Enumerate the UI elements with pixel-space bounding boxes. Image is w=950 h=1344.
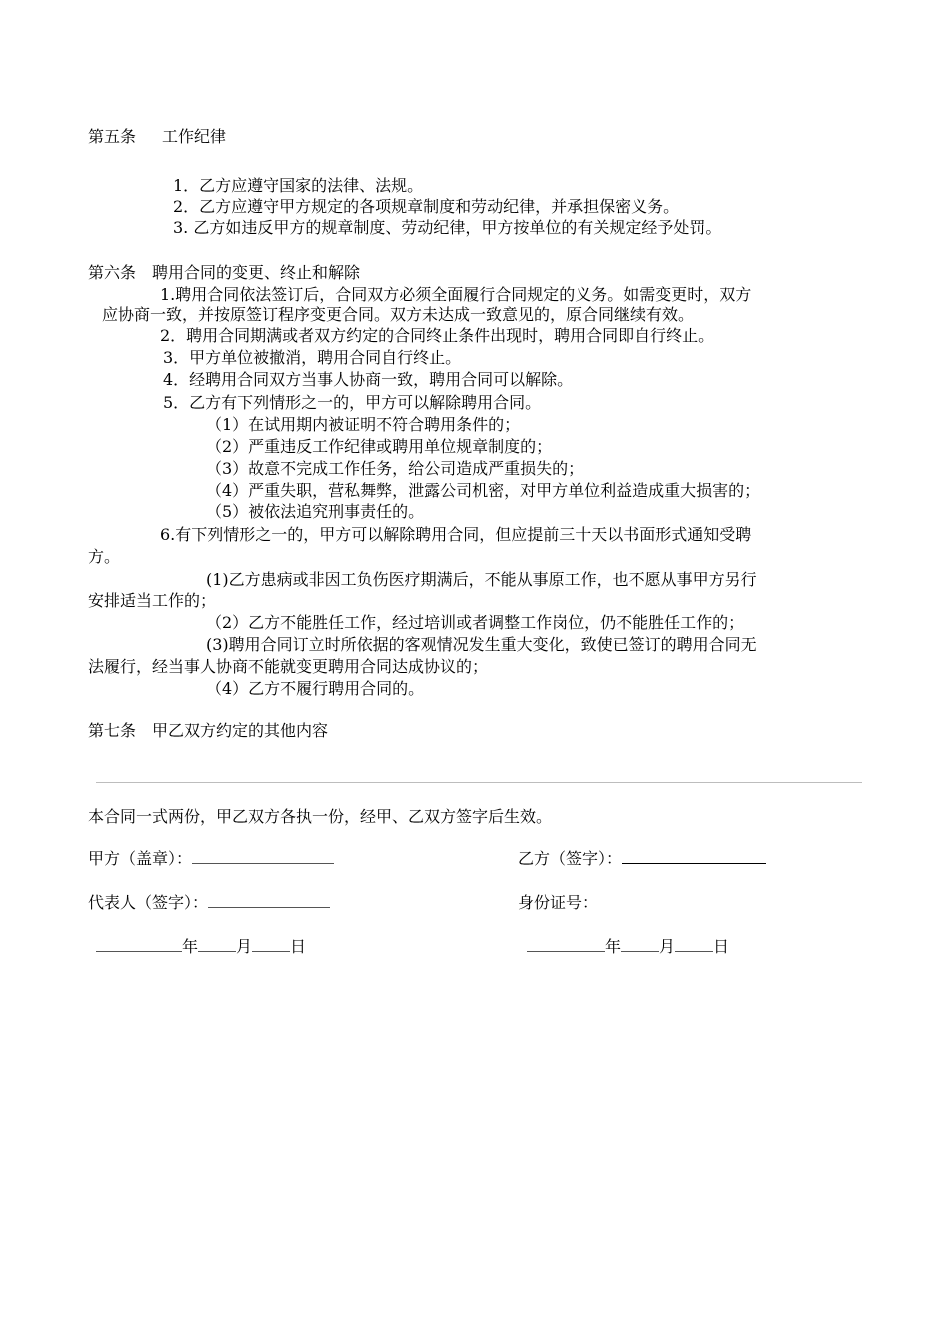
article-5-title: 工作纪律 <box>162 127 227 146</box>
article-6-para-3: 3．甲方单位被撤消，聘用合同自行终止。 <box>163 348 462 367</box>
article-6-heading <box>88 262 360 284</box>
representative-sign-row <box>88 892 330 914</box>
party-a-month-label: 月 <box>236 937 253 956</box>
article-6-number: 第六条 <box>88 263 137 282</box>
party-a-day-label: 日 <box>290 937 307 956</box>
article-6-para-5-item-1: （1）在试用期内被证明不符合聘用条件的； <box>206 415 521 434</box>
party-b-label: 乙方（签字）： <box>518 849 623 868</box>
article-6-para-6-item-3-line-2: 法履行，经当事人协商不能就变更聘用合同达成协议的； <box>88 657 489 676</box>
article-6-para-6-item-4: （4）乙方不履行聘用合同的。 <box>206 679 425 698</box>
article-6-title: 聘用合同的变更、终止和解除 <box>152 263 361 282</box>
article-6-para-6-line-2: 方。 <box>88 547 121 566</box>
party-a-month-blank[interactable] <box>198 937 236 952</box>
article-6-para-1-line-2: 应协商一致，并按原签订程序变更合同。双方未达成一致意见的，原合同继续有效。 <box>102 305 695 324</box>
article-7-title: 甲乙双方约定的其他内容 <box>152 721 329 740</box>
article-5-item-3: 3. 乙方如违反甲方的规章制度、劳动纪律，甲方按单位的有关规定经予处罚。 <box>173 218 722 237</box>
article-7-heading <box>88 720 328 742</box>
article-6-para-5-item-2: （2）严重违反工作纪律或聘用单位规章制度的； <box>206 437 553 456</box>
article-6-para-5-item-3: （3）故意不完成工作任务，给公司造成严重损失的； <box>206 459 585 478</box>
party-b-year-blank[interactable] <box>527 937 605 952</box>
party-b-day-label: 日 <box>713 937 730 956</box>
article-6-para-6-item-3-line-1: (3)聘用合同订立时所依据的客观情况发生重大变化，致使已签订的聘用合同无 <box>206 635 757 654</box>
representative-sign-blank[interactable] <box>208 893 330 908</box>
article-6-para-5-item-5: （5）被依法追究刑事责任的。 <box>206 502 425 521</box>
party-a-seal-blank[interactable] <box>192 849 334 864</box>
article-6-para-1-line-1: 1.聘用合同依法签订后，合同双方必须全面履行合同规定的义务。如需变更时，双方 <box>160 285 752 304</box>
party-a-date-row <box>96 936 306 958</box>
article-6-para-2: 2．聘用合同期满或者双方约定的合同终止条件出现时，聘用合同即自行终止。 <box>160 326 715 345</box>
article-6-para-6-line-1: 6.有下列情形之一的，甲方可以解除聘用合同，但应提前三十天以书面形式通知受聘 <box>160 525 752 544</box>
article-5-item-1: 1．乙方应遵守国家的法律、法规。 <box>173 176 424 195</box>
article-5-item-2: 2．乙方应遵守甲方规定的各项规章制度和劳动纪律，并承担保密义务。 <box>173 197 680 216</box>
party-b-month-label: 月 <box>659 937 676 956</box>
article-5-heading <box>88 126 226 148</box>
party-a-year-label: 年 <box>182 937 199 956</box>
article-6-para-5-item-4: （4）严重失职，营私舞弊，泄露公司机密，对甲方单位利益造成重大损害的； <box>206 481 761 500</box>
id-number-label: 身份证号： <box>518 893 599 912</box>
closing-statement: 本合同一式两份，甲乙双方各执一份，经甲、乙双方签字后生效。 <box>88 807 553 826</box>
article-7-number: 第七条 <box>88 721 137 740</box>
party-b-sign-blank[interactable] <box>622 849 766 864</box>
party-a-seal-row <box>88 848 334 870</box>
party-b-month-blank[interactable] <box>621 937 659 952</box>
id-number-row <box>518 892 598 914</box>
article-6-para-6-item-1-line-2: 安排适当工作的； <box>88 591 217 610</box>
article-6-para-6-item-2: （2）乙方不能胜任工作，经过培训或者调整工作岗位，仍不能胜任工作的； <box>206 613 745 632</box>
party-b-sign-row <box>518 848 766 870</box>
article-6-para-6-item-1-line-1: (1)乙方患病或非因工负伤医疗期满后，不能从事原工作，也不愿从事甲方另行 <box>206 570 757 589</box>
article-7-fill-line <box>96 782 862 783</box>
party-b-date-row <box>527 936 729 958</box>
party-b-day-blank[interactable] <box>675 937 713 952</box>
article-6-para-5: 5．乙方有下列情形之一的，甲方可以解除聘用合同。 <box>163 393 542 412</box>
article-5-number: 第五条 <box>88 127 137 146</box>
representative-label: 代表人（签字）： <box>88 893 209 912</box>
party-a-day-blank[interactable] <box>252 937 290 952</box>
party-a-year-blank[interactable] <box>96 937 182 952</box>
party-a-label: 甲方（盖章）： <box>88 849 193 868</box>
party-b-year-label: 年 <box>605 937 622 956</box>
article-6-para-4: 4．经聘用合同双方当事人协商一致，聘用合同可以解除。 <box>163 370 574 389</box>
